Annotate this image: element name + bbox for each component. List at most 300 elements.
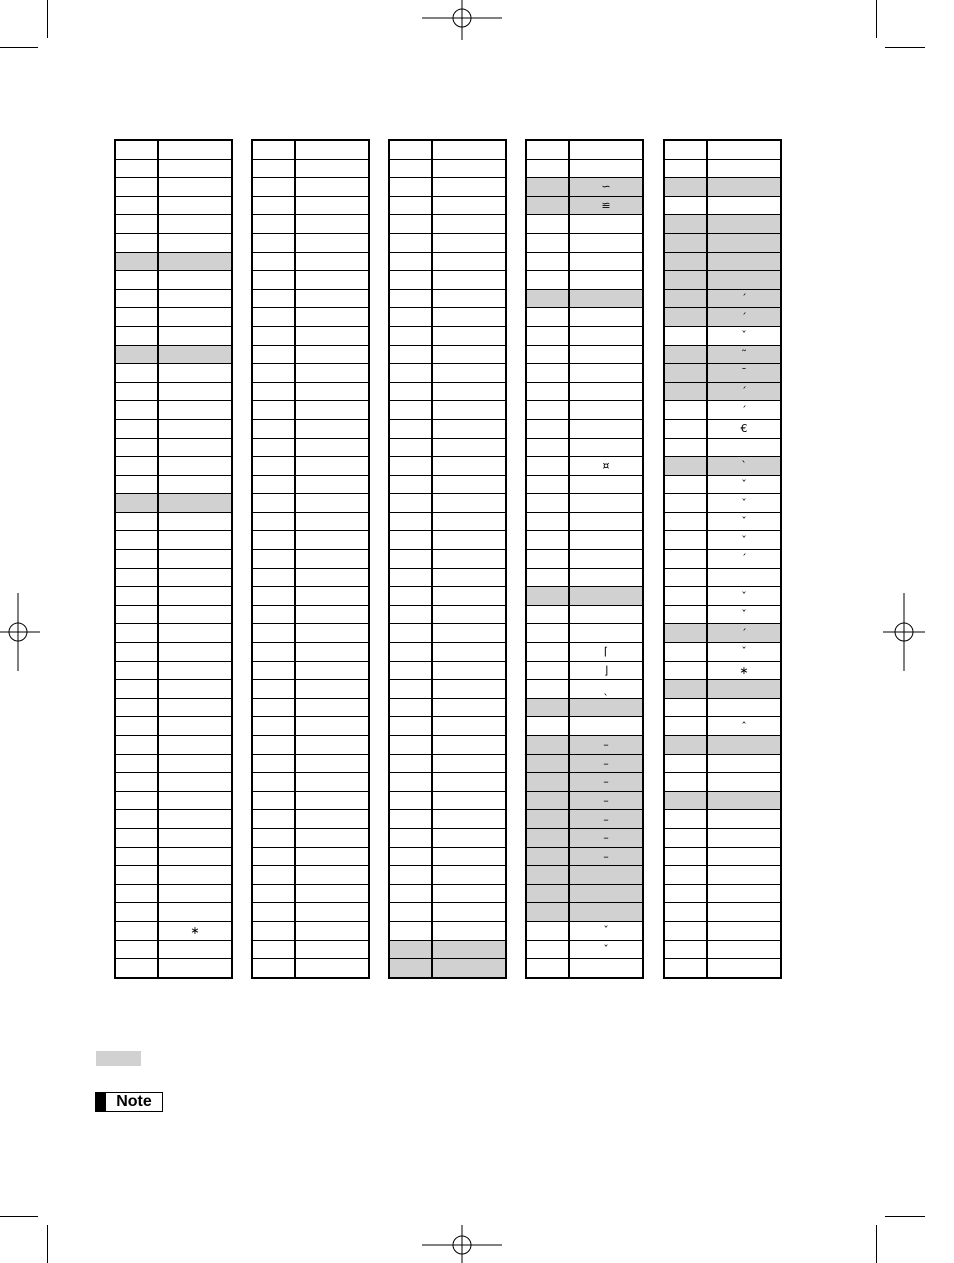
character-cell	[569, 531, 643, 550]
code-cell	[389, 568, 432, 587]
table-row	[115, 568, 232, 587]
character-cell	[569, 475, 643, 494]
character-cell	[158, 903, 232, 922]
table-row	[526, 531, 643, 550]
character-cell: ˇ	[707, 494, 781, 513]
crop-mark	[0, 47, 38, 48]
character-cell	[432, 475, 506, 494]
code-cell	[252, 308, 295, 327]
table-row	[389, 624, 506, 643]
table-row	[115, 866, 232, 885]
code-cell	[252, 457, 295, 476]
code-cell	[664, 140, 707, 159]
code-cell	[115, 345, 158, 364]
code-cell	[252, 736, 295, 755]
character-cell	[707, 959, 781, 978]
character-cell	[432, 773, 506, 792]
table-row	[115, 345, 232, 364]
character-cell	[707, 680, 781, 699]
table-row	[252, 884, 369, 903]
table-row	[389, 828, 506, 847]
table-row	[664, 252, 781, 271]
code-cell	[389, 587, 432, 606]
code-cell	[389, 308, 432, 327]
code-cell	[252, 550, 295, 569]
character-cell	[569, 698, 643, 717]
code-cell	[664, 605, 707, 624]
code-cell	[664, 475, 707, 494]
table-row	[389, 196, 506, 215]
table-row	[252, 698, 369, 717]
character-cell	[432, 494, 506, 513]
character-cell: ˊ	[707, 308, 781, 327]
code-cell	[252, 289, 295, 308]
code-cell	[115, 494, 158, 513]
character-cell	[158, 475, 232, 494]
character-cell	[295, 921, 369, 940]
crop-mark	[876, 0, 877, 38]
character-cell	[158, 382, 232, 401]
code-cell	[389, 140, 432, 159]
code-cell	[526, 587, 569, 606]
code-cell	[526, 884, 569, 903]
code-cell	[664, 736, 707, 755]
code-cell	[389, 233, 432, 252]
table-row	[252, 773, 369, 792]
table-row	[115, 289, 232, 308]
registration-mark	[422, 0, 502, 40]
character-cell	[432, 140, 506, 159]
code-cell	[526, 828, 569, 847]
character-cell: –	[569, 828, 643, 847]
code-cell	[664, 289, 707, 308]
character-cell	[295, 661, 369, 680]
crop-mark	[47, 1225, 48, 1263]
character-cell	[432, 550, 506, 569]
code-cell	[252, 364, 295, 383]
table-row	[664, 847, 781, 866]
character-cell	[158, 233, 232, 252]
code-cell	[664, 308, 707, 327]
table-row	[252, 512, 369, 531]
character-cell: –	[569, 773, 643, 792]
code-cell	[526, 512, 569, 531]
code-cell	[526, 159, 569, 178]
table-row	[389, 773, 506, 792]
note-marker	[96, 1093, 106, 1111]
character-cell: ˆ	[707, 717, 781, 736]
table-row	[526, 605, 643, 624]
table-row	[115, 215, 232, 234]
table-row	[252, 643, 369, 662]
code-cell	[389, 512, 432, 531]
character-cell	[158, 717, 232, 736]
table-row	[526, 810, 643, 829]
code-cell	[389, 364, 432, 383]
character-cell	[158, 140, 232, 159]
code-cell	[389, 419, 432, 438]
table-row	[252, 550, 369, 569]
table-row	[115, 159, 232, 178]
table-row	[252, 605, 369, 624]
character-cell	[707, 233, 781, 252]
table-row	[389, 308, 506, 327]
table-row	[252, 215, 369, 234]
note-label: Note	[116, 1093, 152, 1110]
code-cell	[389, 326, 432, 345]
table-row	[526, 512, 643, 531]
code-cell	[664, 754, 707, 773]
code-cell	[526, 252, 569, 271]
code-cell	[389, 828, 432, 847]
character-cell	[707, 940, 781, 959]
code-cell	[115, 828, 158, 847]
table-row	[252, 326, 369, 345]
table-row	[664, 940, 781, 959]
character-cell	[295, 196, 369, 215]
table-row	[526, 233, 643, 252]
table-row	[664, 736, 781, 755]
table-row	[664, 233, 781, 252]
character-cell: ˋ	[707, 457, 781, 476]
character-cell	[158, 326, 232, 345]
code-cell	[115, 568, 158, 587]
registration-mark	[883, 593, 925, 671]
character-cell: ˊ	[707, 401, 781, 420]
table-row	[664, 921, 781, 940]
code-cell	[526, 810, 569, 829]
table-row	[389, 364, 506, 383]
table-row	[526, 828, 643, 847]
table-row	[389, 847, 506, 866]
code-cell	[664, 587, 707, 606]
code-cell	[115, 754, 158, 773]
code-table-2	[251, 139, 370, 979]
code-cell	[252, 531, 295, 550]
code-cell	[664, 178, 707, 197]
table-row	[526, 475, 643, 494]
table-row	[664, 717, 781, 736]
table-row	[252, 345, 369, 364]
character-cell	[158, 289, 232, 308]
character-cell	[432, 178, 506, 197]
code-cell	[526, 847, 569, 866]
crop-mark	[0, 1216, 38, 1217]
code-cell	[115, 921, 158, 940]
table-row	[389, 884, 506, 903]
code-cell	[526, 308, 569, 327]
code-cell	[115, 531, 158, 550]
code-cell	[252, 661, 295, 680]
code-cell	[252, 494, 295, 513]
character-cell	[432, 717, 506, 736]
character-cell	[569, 233, 643, 252]
code-cell	[389, 159, 432, 178]
table-row	[526, 364, 643, 383]
table-row	[115, 940, 232, 959]
character-cell	[295, 531, 369, 550]
code-cell	[252, 847, 295, 866]
code-cell	[389, 215, 432, 234]
table-row	[664, 159, 781, 178]
table-row	[115, 624, 232, 643]
table-row	[664, 791, 781, 810]
character-cell	[432, 401, 506, 420]
code-cell	[389, 847, 432, 866]
table-row	[252, 178, 369, 197]
table-row	[389, 531, 506, 550]
code-cell	[252, 401, 295, 420]
table-row	[526, 494, 643, 513]
character-cell	[432, 736, 506, 755]
code-cell	[252, 512, 295, 531]
character-cell	[158, 587, 232, 606]
code-cell	[252, 828, 295, 847]
code-cell	[389, 884, 432, 903]
code-cell	[115, 884, 158, 903]
table-row	[389, 438, 506, 457]
character-cell: ˇ	[707, 326, 781, 345]
character-cell	[295, 326, 369, 345]
code-cell	[526, 475, 569, 494]
table-row	[115, 661, 232, 680]
character-cell	[295, 866, 369, 885]
character-cell	[158, 550, 232, 569]
character-cell	[569, 345, 643, 364]
table-row	[664, 773, 781, 792]
code-cell	[526, 345, 569, 364]
character-cell	[707, 568, 781, 587]
character-cell	[158, 698, 232, 717]
code-cell	[664, 698, 707, 717]
character-cell	[158, 754, 232, 773]
character-cell	[707, 791, 781, 810]
character-cell	[432, 940, 506, 959]
character-cell	[432, 661, 506, 680]
table-row	[252, 587, 369, 606]
code-cell	[389, 196, 432, 215]
table-row	[526, 736, 643, 755]
table-row	[526, 550, 643, 569]
code-cell	[115, 643, 158, 662]
table-row	[252, 475, 369, 494]
code-cell	[526, 457, 569, 476]
character-cell	[707, 140, 781, 159]
table-row	[252, 419, 369, 438]
table-row	[115, 884, 232, 903]
table-row	[115, 680, 232, 699]
code-cell	[389, 475, 432, 494]
table-row	[252, 717, 369, 736]
code-table-5	[663, 139, 782, 979]
table-row	[252, 271, 369, 290]
character-cell: ∗	[707, 661, 781, 680]
character-cell: ˇ	[707, 587, 781, 606]
table-row	[389, 401, 506, 420]
table-row	[252, 159, 369, 178]
table-row	[252, 531, 369, 550]
character-cell	[569, 364, 643, 383]
code-cell	[115, 178, 158, 197]
character-cell	[295, 791, 369, 810]
table-row	[664, 326, 781, 345]
code-cell	[252, 624, 295, 643]
character-cell	[295, 438, 369, 457]
code-cell	[115, 419, 158, 438]
code-cell	[115, 680, 158, 699]
code-cell	[252, 791, 295, 810]
table-row	[526, 661, 643, 680]
table-row	[664, 680, 781, 699]
table-row	[389, 215, 506, 234]
code-cell	[115, 364, 158, 383]
character-cell	[432, 252, 506, 271]
code-cell	[664, 624, 707, 643]
table-row	[389, 698, 506, 717]
code-cell	[252, 233, 295, 252]
code-cell	[389, 866, 432, 885]
table-row	[115, 308, 232, 327]
table-row	[389, 587, 506, 606]
character-cell	[707, 178, 781, 197]
code-cell	[252, 382, 295, 401]
character-cell	[707, 252, 781, 271]
character-cell	[295, 401, 369, 420]
character-cell	[569, 308, 643, 327]
character-cell	[569, 326, 643, 345]
table-row	[115, 847, 232, 866]
character-cell: –	[569, 810, 643, 829]
code-cell	[115, 401, 158, 420]
code-cell	[115, 624, 158, 643]
character-cell: ⌋	[569, 661, 643, 680]
table-row	[252, 661, 369, 680]
table-row	[115, 140, 232, 159]
code-cell	[526, 643, 569, 662]
table-row	[389, 605, 506, 624]
table-row	[664, 382, 781, 401]
code-cell	[115, 810, 158, 829]
table-row	[115, 364, 232, 383]
code-cell	[526, 531, 569, 550]
character-cell	[432, 289, 506, 308]
code-cell	[526, 419, 569, 438]
character-cell	[295, 810, 369, 829]
character-cell	[707, 828, 781, 847]
table-row	[526, 457, 643, 476]
code-cell	[389, 289, 432, 308]
character-cell	[707, 196, 781, 215]
character-cell	[295, 308, 369, 327]
code-cell	[664, 364, 707, 383]
table-row	[526, 289, 643, 308]
code-cell	[664, 233, 707, 252]
table-row	[252, 382, 369, 401]
code-cell	[526, 382, 569, 401]
table-row	[389, 661, 506, 680]
code-cell	[252, 252, 295, 271]
table-row	[389, 494, 506, 513]
code-cell	[115, 475, 158, 494]
code-cell	[252, 159, 295, 178]
character-cell	[295, 178, 369, 197]
character-cell	[707, 810, 781, 829]
code-cell	[664, 921, 707, 940]
character-cell: ˇ	[707, 531, 781, 550]
table-row	[664, 475, 781, 494]
code-cell	[252, 959, 295, 978]
character-cell	[295, 680, 369, 699]
table-row	[526, 921, 643, 940]
code-cell	[389, 661, 432, 680]
character-cell	[569, 717, 643, 736]
table-row	[389, 680, 506, 699]
code-cell	[252, 345, 295, 364]
character-cell: ˇ	[707, 643, 781, 662]
character-cell: ≌	[569, 196, 643, 215]
code-cell	[664, 512, 707, 531]
character-cell: ˇ	[707, 512, 781, 531]
table-row	[526, 717, 643, 736]
code-cell	[389, 810, 432, 829]
character-cell	[295, 903, 369, 922]
code-cell	[115, 326, 158, 345]
character-cell	[569, 140, 643, 159]
character-cell	[295, 717, 369, 736]
character-cell	[569, 252, 643, 271]
character-cell	[295, 382, 369, 401]
character-cell: ˜	[707, 345, 781, 364]
table-row	[252, 791, 369, 810]
character-cell	[158, 661, 232, 680]
code-cell	[252, 698, 295, 717]
code-cell	[115, 308, 158, 327]
character-cell	[295, 457, 369, 476]
code-cell	[389, 791, 432, 810]
table-row	[115, 382, 232, 401]
code-cell	[664, 159, 707, 178]
table-row	[115, 754, 232, 773]
table-row	[389, 921, 506, 940]
code-cell	[526, 233, 569, 252]
table-row	[115, 271, 232, 290]
character-cell	[158, 828, 232, 847]
code-cell	[115, 661, 158, 680]
table-row	[526, 438, 643, 457]
table-row	[389, 159, 506, 178]
character-cell: ∽	[569, 178, 643, 197]
code-cell	[526, 494, 569, 513]
table-row	[526, 345, 643, 364]
table-row	[115, 587, 232, 606]
character-cell	[295, 773, 369, 792]
character-cell: –	[569, 736, 643, 755]
table-row	[389, 866, 506, 885]
table-row	[526, 401, 643, 420]
table-row	[526, 791, 643, 810]
code-cell	[115, 382, 158, 401]
table-row	[389, 643, 506, 662]
code-cell	[389, 457, 432, 476]
character-cell	[432, 271, 506, 290]
character-cell	[158, 531, 232, 550]
code-cell	[664, 903, 707, 922]
character-cell	[432, 568, 506, 587]
character-cell	[158, 252, 232, 271]
code-cell	[115, 159, 158, 178]
crop-mark	[885, 47, 925, 48]
code-cell	[526, 438, 569, 457]
